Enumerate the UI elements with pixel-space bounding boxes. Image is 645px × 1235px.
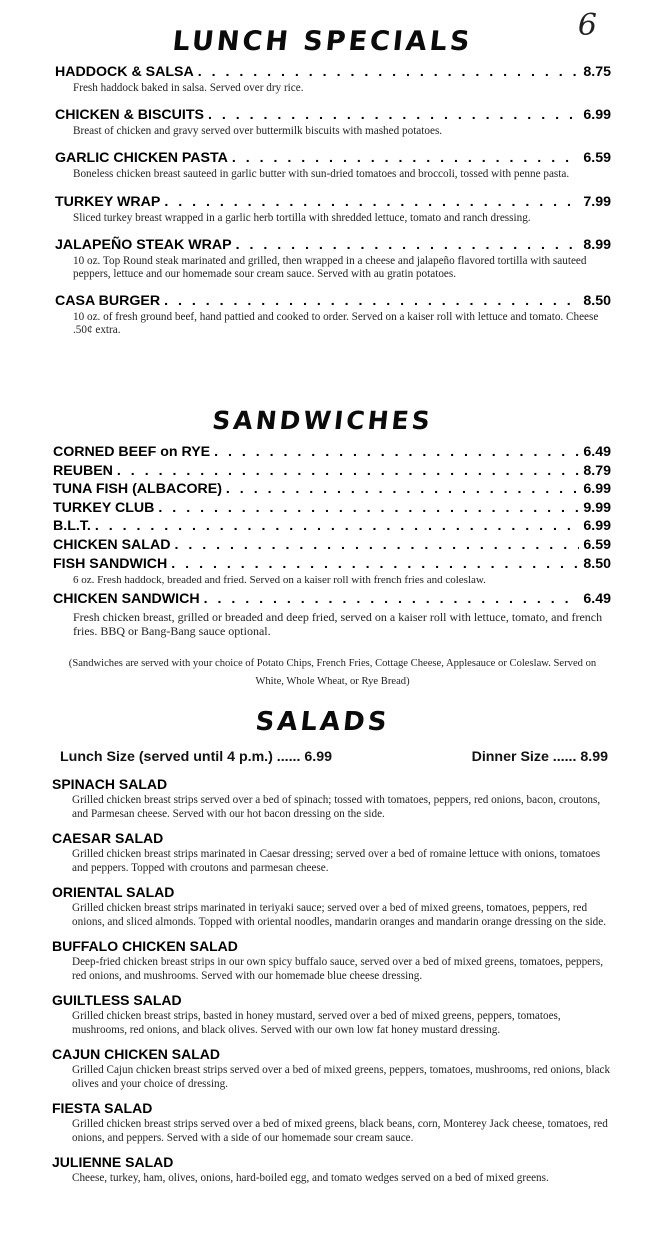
salad-size-prices <box>60 749 608 765</box>
item-name: B.L.T. <box>53 518 91 535</box>
salad-name: SPINACH SALAD <box>52 776 168 792</box>
item-description: Sliced turkey breast wrapped in a garlic herb tortilla with shredded lettuce, tomato and ranch dressing. <box>73 211 531 224</box>
item-price: 6.99 <box>583 107 611 124</box>
salad-description: Grilled chicken breast strips marinated in Caesar dressing; served over a bed of romaine lettuce with onions, tomatoes and peppers. Topped with croutons and parmesan cheese. <box>72 848 601 874</box>
sandwiches-note: (Sandwiches are served with your choice of Potato Chips, French Fries, Cottage Cheese, Applesauce or Coleslaw. Served on White, Whole Wheat, or Rye Bread) <box>68 658 597 687</box>
salads-title: SALADS <box>253 707 391 737</box>
salad-name: BUFFALO CHICKEN SALAD <box>52 938 238 954</box>
salad-name: GUILTLESS SALAD <box>52 992 182 1008</box>
sandwiches-title: SANDWICHES <box>210 406 435 435</box>
dot-leader <box>174 536 579 555</box>
item-price: 7.99 <box>583 193 611 210</box>
menu-item <box>53 462 611 481</box>
menu-item <box>55 64 611 95</box>
sandwiches-header <box>0 406 645 435</box>
item-name: CASA BURGER <box>55 293 161 310</box>
salad-description: Grilled Cajun chicken breast strips served over a bed of mixed greens, peppers, tomatoes, mushrooms, red onions, black olives and your choice of dressing. <box>72 1064 611 1090</box>
menu-item <box>53 517 611 536</box>
item-price: 6.59 <box>583 150 611 167</box>
item-name: FISH SANDWICH <box>53 555 168 572</box>
item-name: REUBEN <box>53 462 113 479</box>
menu-item <box>53 499 611 518</box>
salad-item <box>52 938 617 983</box>
salad-name: ORIENTAL SALAD <box>52 884 175 900</box>
menu-item <box>55 194 611 225</box>
item-price: 6.49 <box>583 444 611 460</box>
item-price: 9.99 <box>583 499 611 516</box>
salad-name: CAESAR SALAD <box>52 830 164 846</box>
dinner-size-price: Dinner Size ...... 8.99 <box>471 749 608 765</box>
item-name: CORNED BEEF on RYE <box>53 444 211 460</box>
salad-item <box>52 776 617 821</box>
item-price: 6.99 <box>583 481 611 498</box>
item-description: Fresh haddock baked in salsa. Served over dry rice. <box>73 82 304 94</box>
item-name: TURKEY CLUB <box>53 499 155 516</box>
salad-item <box>52 1046 617 1091</box>
lunch-size-price: Lunch Size (served until 4 p.m.) ...... 6.99 <box>60 749 332 765</box>
salad-item <box>52 884 617 929</box>
item-name: JALAPEÑO STEAK WRAP <box>55 236 232 253</box>
dot-leader <box>158 499 579 518</box>
menu-item <box>55 293 611 337</box>
dot-leader <box>198 64 580 81</box>
salad-item <box>52 830 617 875</box>
item-name: GARLIC CHICKEN PASTA <box>55 150 228 167</box>
item-name: CHICKEN SANDWICH <box>53 591 200 608</box>
sandwiches-list <box>53 443 611 638</box>
dot-leader <box>164 293 579 310</box>
salad-item <box>52 1154 617 1185</box>
item-description: Fresh chicken breast, grilled or breaded and deep fried, served on a kaiser roll with lettuce, tomato, and french fries. BBQ or Bang-Bang sauce optional. <box>73 609 603 638</box>
lunch-specials-header <box>0 0 645 57</box>
salad-item <box>52 1100 617 1145</box>
menu-item <box>53 443 611 462</box>
item-price: 8.79 <box>583 462 611 479</box>
salad-name: JULIENNE SALAD <box>52 1154 174 1170</box>
menu-item <box>53 480 611 499</box>
item-price: 8.50 <box>583 293 611 310</box>
dot-leader <box>236 237 580 254</box>
salads-header <box>0 707 645 737</box>
item-name: TURKEY WRAP <box>55 193 161 210</box>
salad-description: Grilled chicken breast strips, basted in honey mustard, served over a bed of mixed greens, peppers, tomatoes, mushrooms, red onions, and black olives. Served with our own low fat honey mustard dressing. <box>72 1010 561 1036</box>
salad-name: CAJUN CHICKEN SALAD <box>52 1046 221 1062</box>
salad-description: Grilled chicken breast strips served over a bed of spinach; tossed with tomatoes, peppers, red onions, bacon, croutons, and Parmesan cheese. Served with our hot bacon dressing on the side. <box>72 794 601 820</box>
dot-leader <box>208 107 579 124</box>
item-name: CHICKEN SALAD <box>53 536 171 553</box>
salad-description: Grilled chicken breast strips served over a bed of mixed greens, black beans, corn, Monterey Jack cheese, tomatoes, red onions, and peppers. Served with a side of our homemade sour cream sauce. <box>72 1118 608 1144</box>
item-price: 8.99 <box>583 236 611 253</box>
salads-list <box>52 776 617 1194</box>
menu-item <box>53 590 611 638</box>
item-description: 10 oz. of fresh ground beef, hand pattied and cooked to order. Served on a kaiser roll with lettuce and tomato. Cheese .50¢ extra. <box>73 311 599 337</box>
menu-item <box>53 536 611 555</box>
salad-item <box>52 992 617 1037</box>
salad-description: Deep-fried chicken breast strips in our own spicy buffalo sauce, served over a bed of mixed greens, tomatoes, peppers, red onions, and mushrooms. Served with our homemade blue cheese dressing. <box>72 956 604 982</box>
lunch-specials-title: LUNCH SPECIALS <box>171 26 474 57</box>
item-price: 6.59 <box>583 536 611 553</box>
dot-leader <box>214 443 579 462</box>
menu-item <box>53 555 611 587</box>
item-description: Breast of chicken and gravy served over buttermilk biscuits with mashed potatoes. <box>73 125 443 138</box>
item-description: 6 oz. Fresh haddock, breaded and fried. Served on a kaiser roll with french fries and coleslaw. <box>73 574 486 587</box>
item-name: CHICKEN & BISCUITS <box>55 107 204 124</box>
item-description: 10 oz. Top Round steak marinated and grilled, then wrapped in a cheese and jalapeño flavored tortilla with sauteed peppers, lettuce and our homemade sour cream sauce. Served with au gratin potatoes. <box>73 254 587 281</box>
dot-leader <box>226 480 579 499</box>
menu-item <box>55 107 611 138</box>
salad-description: Cheese, turkey, ham, olives, onions, hard-boiled egg, and tomato wedges served on a bed of mixed greens. <box>72 1172 549 1184</box>
item-name: HADDOCK & SALSA <box>55 64 194 80</box>
menu-item <box>55 150 611 181</box>
page-number: 6 <box>577 8 597 43</box>
salad-name: FIESTA SALAD <box>52 1100 153 1116</box>
dot-leader <box>117 462 579 481</box>
lunch-specials-list <box>55 64 611 350</box>
item-price: 8.75 <box>583 64 611 80</box>
item-name: TUNA FISH (ALBACORE) <box>53 481 222 498</box>
item-price: 6.49 <box>583 591 611 608</box>
menu-item <box>55 237 611 281</box>
dot-leader <box>204 590 580 609</box>
item-price: 8.50 <box>583 555 611 572</box>
salad-description: Grilled chicken breast strips marinated in teriyaki sauce; served over a bed of mixed greens, tomatoes, peppers, red onions, and sliced almonds. Topped with oriental noodles, mandarin oranges and mandarin orange dressing on the side. <box>72 902 607 928</box>
item-description: Boneless chicken breast sauteed in garlic butter with sun-dried tomatoes and broccoli, tossed with penne pasta. <box>73 168 570 181</box>
dot-leader <box>171 555 579 574</box>
dot-leader <box>232 150 580 167</box>
dot-leader <box>95 517 580 536</box>
item-price: 6.99 <box>583 518 611 535</box>
dot-leader <box>164 194 579 211</box>
